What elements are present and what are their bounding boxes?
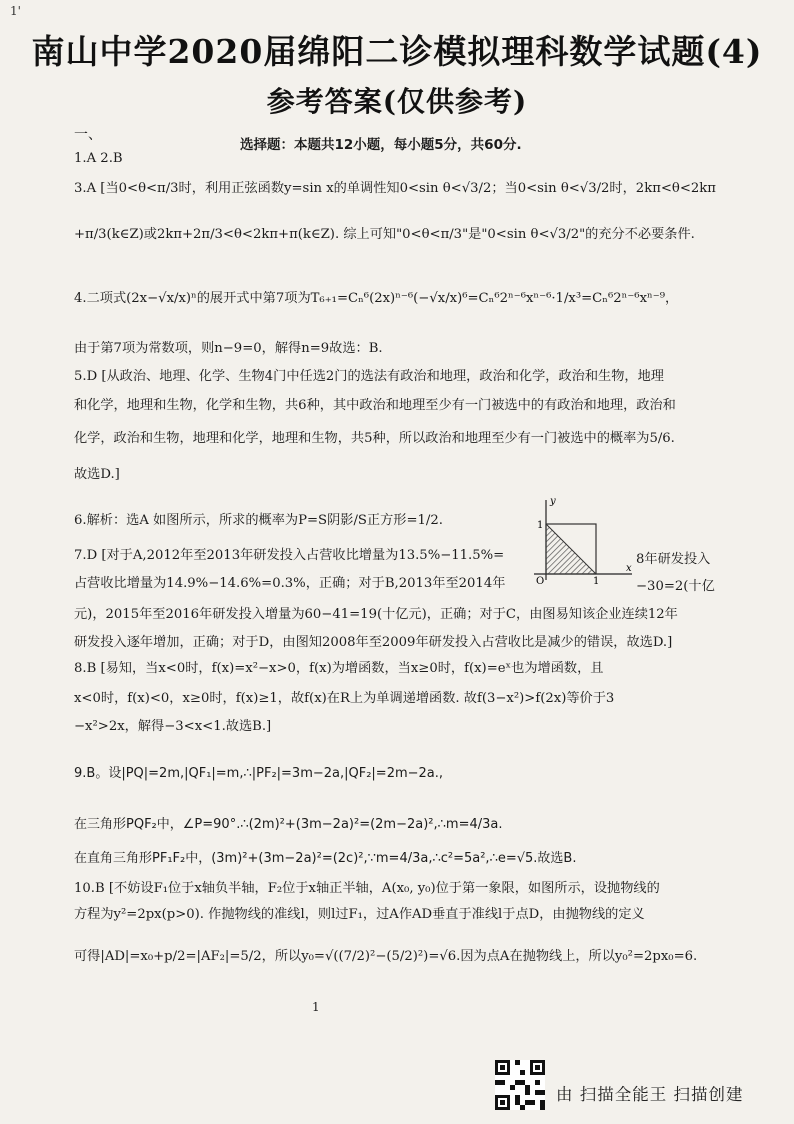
- y-axis-label: y: [550, 496, 556, 507]
- page-number: 1: [312, 1000, 320, 1014]
- answer-line-10a: 10.B [不妨设F₁位于x轴负半轴，F₂位于x轴正半轴，A(x₀, y₀)位于第一象限，如图所示，设抛物线的: [74, 881, 660, 896]
- answer-line-1-2: 1.A 2.B: [74, 151, 123, 166]
- answer-line-5b: 和化学，地理和生物，化学和生物，共6种，其中政治和地理至少有一门被选中的有政治和地理，政治和: [74, 398, 676, 413]
- answer-line-8b: x<0时，f(x)<0，x≥0时，f(x)≥1，故f(x)在R上为单调递增函数. 故f(3−x²)>f(2x)等价于3: [74, 691, 615, 706]
- origin-label: O: [536, 576, 545, 584]
- answer-line-7b-right: −30=2(十亿: [636, 579, 715, 594]
- y-tick-label: 1: [537, 520, 544, 531]
- answer-line-10b: 方程为y²=2px(p>0). 作抛物线的准线l，则l过F₁，过A作AD垂直于准线l于点D，由抛物线的定义: [74, 907, 645, 922]
- section-title: 选择题：本题共12小题，每小题5分，共60分.: [240, 137, 522, 153]
- answer-line-10c: 可得|AD|=x₀+p/2=|AF₂|=5/2，所以y₀=√((7/2)²−(5/2)²)=√6.因为点A在抛物线上，所以y₀²=2px₀=6.: [74, 949, 698, 964]
- answer-line-5a: 5.D [从政治、地理、化学、生物4门中任选2门的选法有政治和地理，政治和化学，政治和生物，地理: [74, 369, 664, 384]
- scanner-watermark: 由 扫描全能王 扫描创建: [556, 1085, 744, 1104]
- answer-line-3a: 3.A [当0<θ<π/3时，利用正弦函数y=sin x的单调性知0<sin θ<√3/2；当0<sin θ<√3/2时，2kπ<θ<2kπ: [74, 181, 716, 196]
- answer-line-4b: 由于第7项为常数项，则n−9=0，解得n=9故选：B.: [74, 341, 383, 356]
- answer-line-7a-right: 8年研发投入: [636, 552, 711, 567]
- answer-line-7b: 占营收比增量为14.9%−14.6%=0.3%，正确；对于B,2013年至2014年: [74, 576, 506, 591]
- answer-line-9b: 在三角形PQF₂中，∠P=90°.∴(2m)²+(3m−2a)²=(2m−2a)²,∴m=4/3a.: [74, 817, 503, 832]
- answer-line-8a: 8.B [易知，当x<0时，f(x)=x²−x>0，f(x)为增函数，当x≥0时，f(x)=eˣ也为增函数，且: [74, 661, 604, 676]
- section-label: 一、: [74, 127, 102, 143]
- x-axis-label: x: [626, 563, 632, 574]
- answer-line-9a: 9.B。设|PQ|=2m,|QF₁|=m,∴|PF₂|=3m−2a,|QF₂|=2m−2a.,: [74, 766, 444, 781]
- qr-code-icon: [495, 1060, 545, 1110]
- page-title: 南山中学2020届绵阳二诊模拟理科数学试题(4): [31, 32, 763, 71]
- shaded-region: [546, 524, 596, 574]
- page-subtitle: 参考答案(仅供参考): [266, 85, 528, 118]
- answer-line-9c: 在直角三角形PF₁F₂中，(3m)²+(3m−2a)²=(2c)²,∵m=4/3a,∴c²=5a²,∴e=√5.故选B.: [74, 851, 577, 866]
- answer-line-4a: 4.二项式(2x−√x/x)ⁿ的展开式中第7项为T₆₊₁=Cₙ⁶(2x)ⁿ⁻⁶(−√x/x)⁶=Cₙ⁶2ⁿ⁻⁶xⁿ⁻⁶·1/x³=Cₙ⁶2ⁿ⁻⁶xⁿ⁻⁹，: [74, 291, 679, 306]
- answer-line-5c: 化学，政治和生物，地理和化学，地理和生物，共5种，所以政治和地理至少有一门被选中的概率为5/6.: [74, 431, 675, 446]
- answer-line-7d: 研发投入逐年增加，正确；对于D，由图知2008年至2009年研发投入占营收比是减少的错误，故选D.]: [74, 635, 673, 650]
- corner-mark: 1': [10, 4, 21, 18]
- answer-line-7c: 元)，2015年至2016年研发投入增量为60−41=19(十亿元)，正确；对于C，由图易知该企业连续12年: [74, 607, 678, 622]
- answer-line-6: 6.解析：选A 如图所示，所求的概率为P=S阴影/S正方形=1/2.: [74, 513, 443, 528]
- answer-line-5d: 故选D.]: [74, 467, 120, 482]
- answer-line-3b: +π/3(k∈Z)或2kπ+2π/3<θ<2kπ+π(k∈Z). 综上可知"0<θ<π/3"是"0<sin θ<√3/2"的充分不必要条件.: [74, 227, 695, 242]
- answer-line-7a: 7.D [对于A,2012年至2013年研发投入占营收比增量为13.5%−11.5%=: [74, 548, 505, 563]
- answer-line-8c: −x²>2x，解得−3<x<1.故选B.]: [74, 719, 272, 734]
- probability-square-figure: [520, 494, 638, 584]
- x-tick-label: 1: [593, 576, 600, 584]
